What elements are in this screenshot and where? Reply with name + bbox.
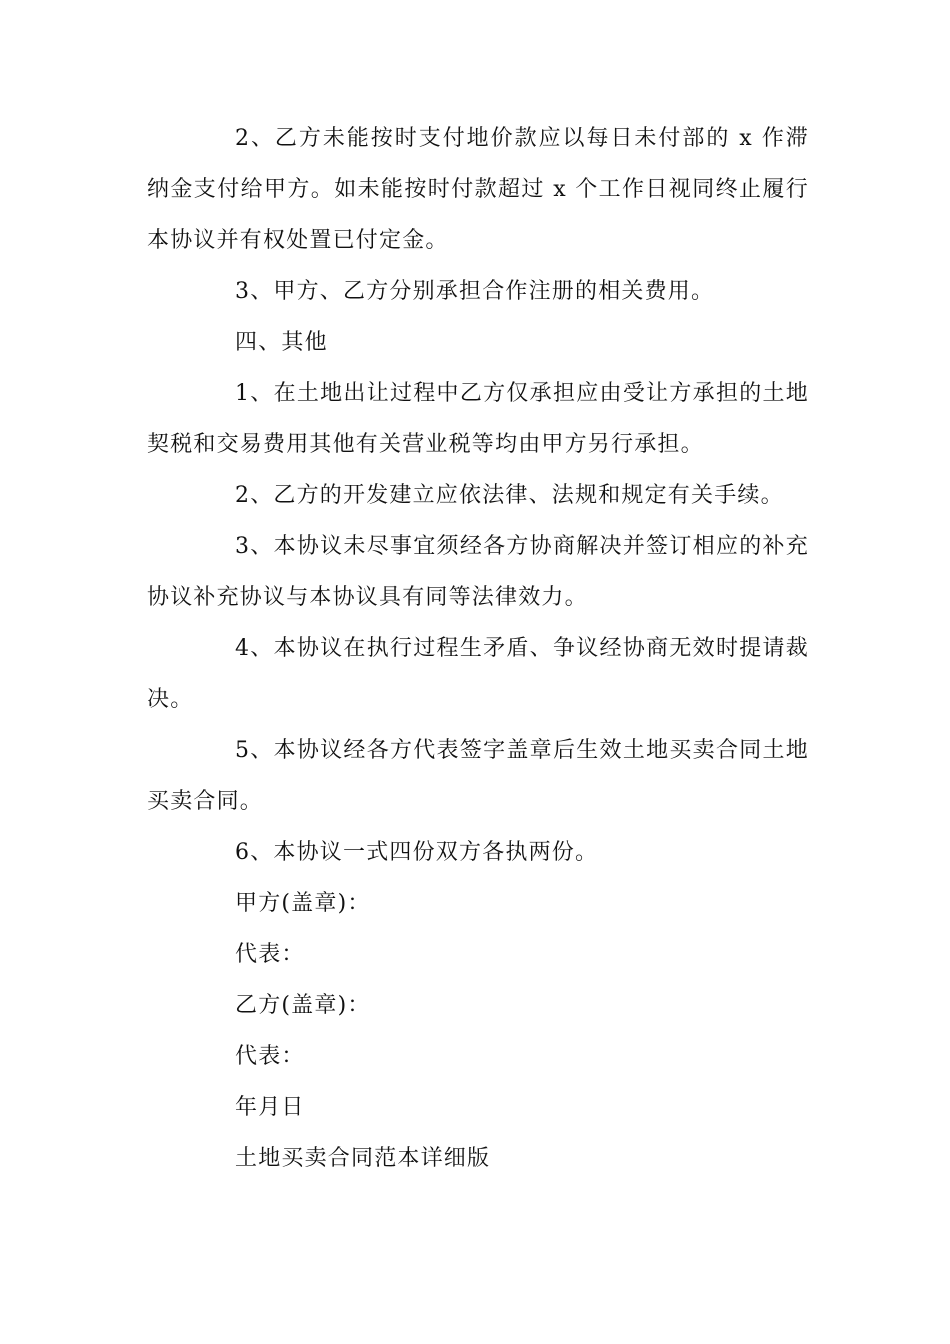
signature-party-b: 乙方(盖章)：: [235, 993, 371, 1018]
paragraph-development: 2、乙方的开发建立应依法律、法规和规定有关手续。: [235, 483, 784, 508]
paragraph-effective: 5、本协议经各方代表签字盖章后生效土地买卖合同土地买卖合同。: [147, 738, 809, 814]
paragraph-disputes: 4、本协议在执行过程生矛盾、争议经协商无效时提请裁决。: [147, 636, 809, 712]
paragraph-supplementary: 3、本协议未尽事宜须经各方协商解决并签订相应的补充协议补充协议与本协议具有同等法律效力。: [147, 534, 809, 610]
signature-representative-b: 代表：: [235, 1044, 305, 1069]
paragraph-late-payment: 2、乙方未能按时支付地价款应以每日未付部的 x 作滞纳金支付给甲方。如未能按时付款超过 x 个工作日视同终止履行本协议并有权处置已付定金。: [147, 126, 809, 253]
signature-date: 年月日: [235, 1095, 305, 1120]
paragraph-registration-fees: 3、甲方、乙方分别承担合作注册的相关费用。: [235, 279, 715, 304]
signature-party-a: 甲方(盖章)：: [235, 891, 371, 916]
paragraph-copies: 6、本协议一式四份双方各执两份。: [235, 840, 599, 865]
document-title-footer: 土地买卖合同范本详细版: [235, 1146, 491, 1171]
paragraph-taxes: 1、在土地出让过程中乙方仅承担应由受让方承担的土地契税和交易费用其他有关营业税等均由甲方另行承担。: [147, 381, 809, 457]
signature-representative-a: 代表：: [235, 942, 305, 967]
section-heading-other: 四、其他: [235, 330, 328, 355]
document-body: [147, 113, 809, 1184]
